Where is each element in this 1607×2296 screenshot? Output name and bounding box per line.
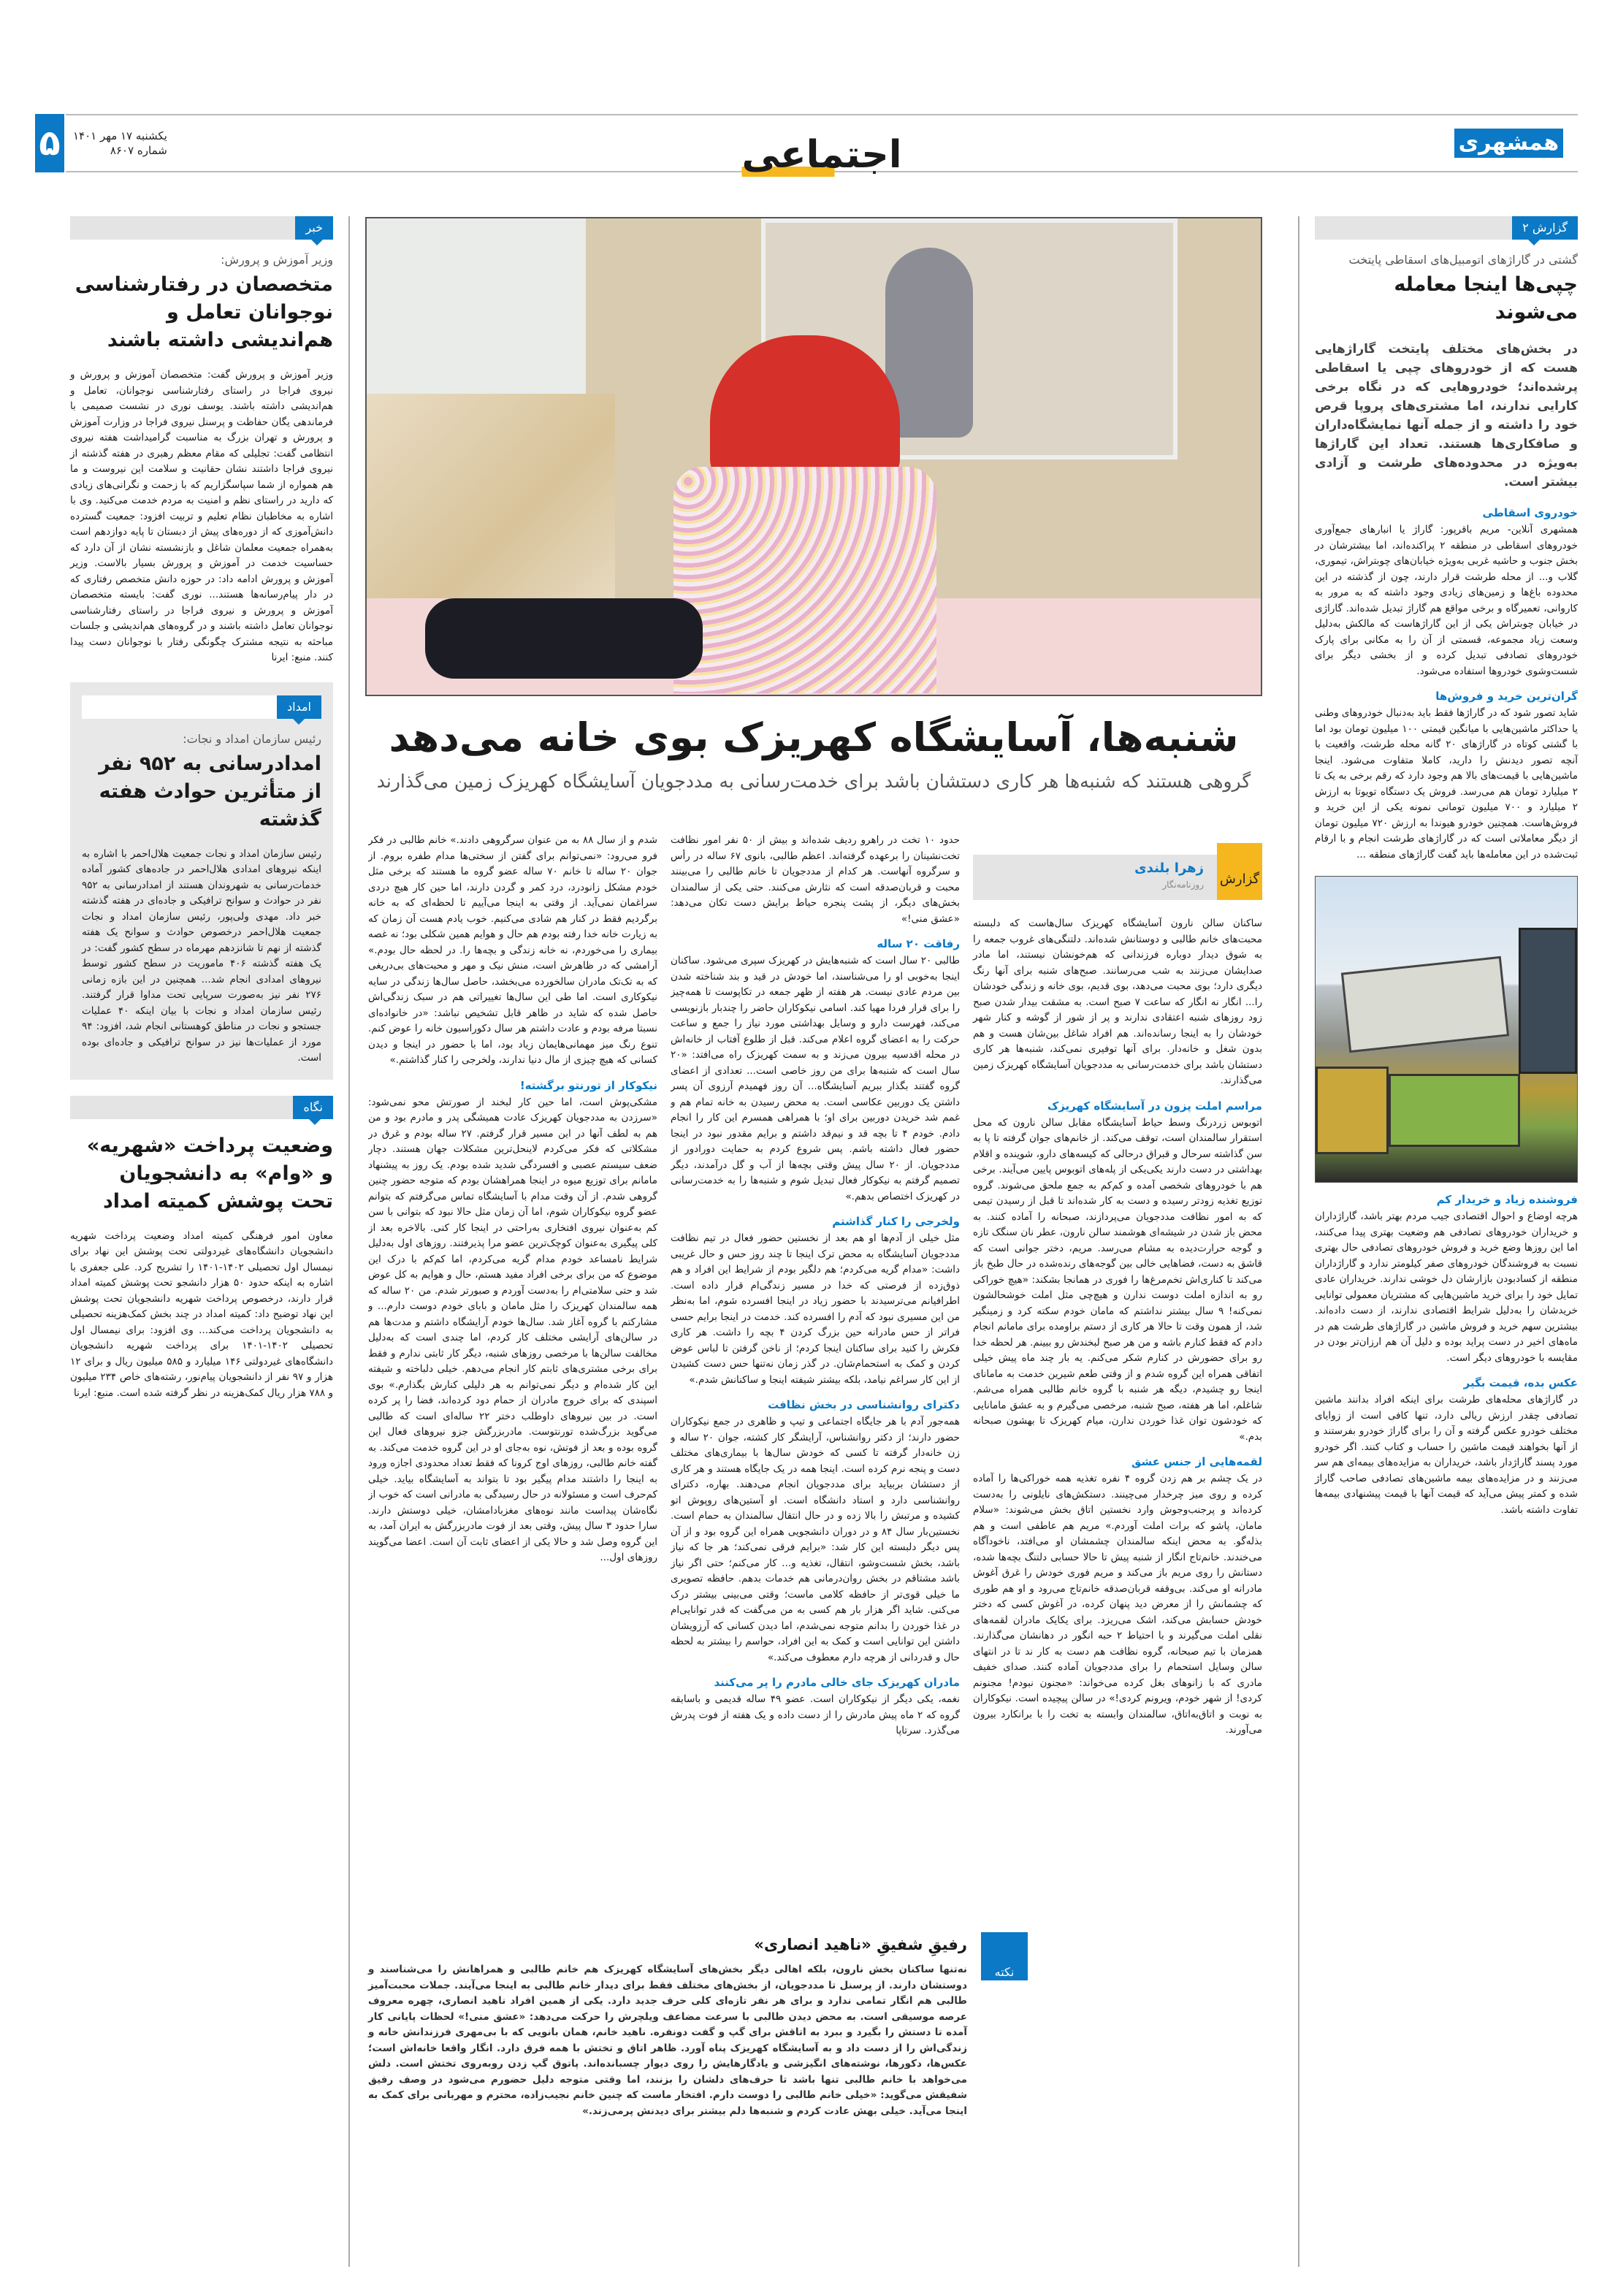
- headline[interactable]: وضعیت پرداخت «شهریه» و «وام» به دانشجویان تحت پوشش کمیته امداد: [86, 1134, 333, 1213]
- issue-number: شماره ۸۶۰۷: [110, 144, 167, 157]
- note-text: نه‌تنها ساکنان بخش نارون، بلکه اهالی دیگر بخش‌های آسایشگاه کهریزک هم خانم طالبی و همراهانش را می‌شناسند و دوستشان دارند. از پرسنل تا مددجویان، از بخش‌های مختلف فقط برای دیدار خانم طالبی به اینجا می‌آیند. جملات محبت‌آمیز طالبی هم انگار تمامی ندارد و برای هر نفر تازه‌ای کلی حرف جدید دارد. یکی از همین افراد ناهید انصاری، چهره معروف عرصه موسیقی است. به محض دیدن طالبی با سرعت مضاعف ویلچرش را حرکت می‌دهد: «عشق منی!» لحظات پایانی کار آمده تا دستش را بگیرد و ببرد به اتاقش برای گپ و گفت دونفره. ناهید خانم، همان بانویی که با بی‌مهری فرزندانش خانه و زندگی‌اش را از دست داد و به آسایشگاه کهریزک پناه آورد. ظاهر اتاق و تختش با همه فرق دارد. انگار واقعا خانه‌اش است؛ عکس‌ها، دکورها، نوشته‌های انگیزشی و یادگارهایش را روی دیوار چسبانده‌اند. پاتوق گپ زدن روبه‌روی تختش است. دلش می‌خواهد با خانم طالبی تنها باشد تا حرف‌های دلشان را بزنند، اما وقتی متوجه دلیل حضورم می‌شود در وصف رفیق شفیقش می‌گوید: «خیلی خانم طالبی را دوست دارم. افتخار ماست که چنین خانم نجیب‌زاده، محترم و مهربانی برای کمک به اینجا می‌آید. خیلی بهش عادت کردم و شنبه‌ها دلم بیشتر برای دیدنش پرمی‌زند.»: [368, 1964, 967, 2117]
- newspaper-logo[interactable]: همشهری: [1454, 129, 1563, 158]
- byline: [973, 855, 1262, 900]
- body-text: شدم و از سال ۸۸ به من عنوان سرگروهی دادند.» خانم طالبی در فکر فرو می‌رود: «نمی‌توانم برای گفتن از سختی‌ها مدام طفره بروم. از جوان ۲۰ ساله تا خانم ۷۰ ساله عضو گروه ما هستند که برخی مثل خودم مشکل زانودرد، درد کمر و گردن دارند، اما حین کار هیچ دردی سراغمان نمی‌آید. از وقتی به اینجا می‌آییم تا لحظه‌ای که به خانه برگردیم فقط در کنار هم شادی می‌کنیم. خوب یادم هست آن زمان که به زیارت خانه خدا رفته بودم هم حال و هوایم همین شکلی بود؛ نه غصه بیماری را می‌خوردم، نه خانه زندگی و بچه‌ها را. در لحظه حال بودم.» آرامشی که در ظاهرش است، منش نیک و مهر و محبت‌های بی‌دریغی که به تک‌تک مادران سالخورده می‌بخشد، حاصل سال‌ها زندگی در سایه نیکوکاری است. اما طی این سال‌ها تغییراتی هم در سبک زندگی‌اش حاصل شده که شاید در ظاهر قابل تشخیص نباشد: «در خانواده‌ای نسبتا مرفه بودم و عادت داشتم هر سال دکوراسیون خانه را عوض کنم. تنوع رنگ میز مهمانی‌هایمان زیاد بود، اما با حضور در اینجا و دیدن کسانی که هیچ چیزی از مال دنیا ندارند، ولخرجی را کنار گذاشتم.»: [368, 834, 657, 1066]
- left-news-column: [70, 216, 333, 1401]
- relief-news-box: [70, 682, 333, 1080]
- feature-headline[interactable]: شنبه‌ها، آسایشگاه کهریزک بوی خانه می‌دهد: [389, 714, 1239, 760]
- news-tag: خبر: [295, 216, 333, 240]
- body-text: مشکی‌پوش است، اما حین کار لبخند از صورتش محو نمی‌شود: «سرزدن به مددجویان کهریزک عادت همیشگی پدر و مادرم بود و من هم به لطف آنها در این مسیر قرار گرفتم. ۲۷ ساله بودم و غرق در مشکلاتی که فکر می‌کردم لاینحل‌ترین مشکلات جهان هستند. دچار ضعف سیستم عصبی و افسردگی شدید شده بودم. یک روز به پیشنهاد مامانم برای توزیع میوه در اینجا همراهشان بودم که متوجه حضور چنین گروهی شدم. از آن وقت مدام با آسایشگاه تماس می‌گرفتم که بتوانم عضو گروه نیکوکاران شوم، اما آن زمان مثل حالا نبود که بتوانی با سن کم به‌عنوان نیروی افتخاری به‌راحتی در اینجا کار کنی. بالاخره بعد از کلی پیگیری به‌عنوان کوچک‌ترین عضو مرا پذیرفتند. روزهای اول به‌دلیل شرایط نامساعد خودم مدام گریه می‌کردم، اما کم‌کم با درک این موضوع که من برای برخی افراد مفید هستم، حال و هوایم به کل عوض شد و حتی سلامتی‌ام را به‌دست آوردم و صبورتر شدم. من ۲۰ ساله که همه سالمندان کهریزک را مثل مامان و بابای خودم دوست دارم... و مشارکتم با گروه آغاز شد. سال‌ها خودم آرایشگاه داشتم و مدت‌ها هم در سالن‌های آرایشی مختلف کار کردم، اما چندی است که به‌دلیل مخالفت سالن‌ها با مرخصی روزهای شنبه، دیگر کار ثابتی ندارم و فقط برای برخی مشتری‌های ثابتم کار انجام می‌دهم. خیلی دلباخته و شیفته این کار شده‌ام و دیگر نمی‌توانم به هر دلیلی کنارش بگذارم.» بوی اسپندی که برای خروج مادران از حمام دود کرده‌اند، فضا را پر کرده است. در بین نیروهای داوطلب دختر ۲۲ ساله‌ای است که طالبی می‌گوید بزرگ‌شده تورنتوست. مادربزرگش جزو نیروهای فعال این گروه بوده و بعد از فوتش، نوه به‌جای او در این گروه خدمت می‌کند. به گفته خانم طالبی، روزهای اوج کرونا که فقط تعداد محدودی اجازه ورود به اینجا را داشتند مدام پیگیر بود تا بتواند به آسایشگاه بیاید. خیلی کم‌حرف است و مسئولانه در حال رسیدگی به مادرانی است که خوب از نگاه‌شان پیداست مانند نوه‌های مغزبادامشان، خیلی دوستش دارند. سارا حدود ۳ سال پیش، وقتی بعد از فوت مادربزرگش به ایران آمد، به این گروه وصل شد و حالا یکی از اعضای ثابت آن است. اعضا می‌گویند روزهای اول...: [368, 1096, 657, 1563]
- body-text: در یک چشم بر هم زدن گروه ۴ نفره تغذیه همه خوراکی‌ها را آماده کرده و روی میز چرخدار می‌چینند. دستکش‌های نایلونی را به‌دست کرده‌اند و پرجنب‌وجوش وارد نخستین اتاق بخش می‌شوند: «سلام مامان، پاشو که برات املت آوردم.» مریم هم عاطفی است و هم بذله‌گو. به محض اینکه سالمندان چشمشان او می‌افتد، ناخودآگاه می‌خندند. خانم‌تاج انگار از شنبه پیش تا حالا حسابی دلتنگ بچه‌ها شده، دستانش را روی مریم باز می‌کند و مریم فوری خودش را غرق آغوش مادرانه او می‌کند. بی‌وقفه قربان‌صدقه خانم‌تاج می‌رود و او هم طوری که چشمانش را از معرض دید پنهان کرده، در آغوش کسی که دختر خودش حسابش می‌کند، اشک می‌ریزد. برای یکایک مادران لقمه‌های نقلی املت می‌گیرند و با احتیاط ۲ حبه انگور در دهانشان می‌گذارند. همزمان با تیم صبحانه، گروه نظافت هم دست به کار ند تا در انتهای سالن وسایل استحمام را برای مددجویان آماده کنند. صدای خفیف مادری که با زانوهای بغل کرده می‌خواند: «مجنون نبودم! مجنونم کردی! از شهر خودم، ویرونم کردی!» در سالن پیچیده است. نیکوکاران به نوبت و اتاق‌به‌اتاق، سالمندان وابسته به تخت را با برانکارد بیرون می‌آورند.: [973, 1473, 1262, 1736]
- body-text: در گاراژهای محله‌های طرشت برای اینکه افراد بدانند ماشین تصادفی چقدر ارزش ریالی دارد، تنها کافی است از زوایای مختلف خودرو عکس گرفته و آن را برای گاراژ خودرو بفرستند و از آنها بخواهند قیمت ماشین را حساب و کتاب کنند. اگر خودرو مورد پسند گاراژدار باشد، خریداران به مزایده‌های بیمه‌ای هم سر می‌زنند و در مزایده‌های بیمه ماشین‌های تصادفی صاحب گاراژ شده و کمتر پیش می‌آید که قیمت آنها با قیمت پیشنهادی بیمه‌ها تفاوت داشته باشد.: [1315, 1394, 1578, 1516]
- subhead: مادران کهریزک جای خالی مادرم را پر می‌کنند: [714, 1676, 960, 1689]
- headline[interactable]: متخصصان در رفتارشناسی نوجوانان تعامل و هم‌اندیشی داشته باشند: [75, 273, 333, 351]
- report-tag: گزارش ۲: [1512, 216, 1578, 240]
- subhead: دکترای روانشناسی در بخش نظافت: [768, 1398, 960, 1411]
- kicker: رئیس سازمان امداد و نجات:: [183, 731, 321, 746]
- subhead: رفاقت ۲۰ ساله: [877, 937, 960, 950]
- body-text: هرچه اوضاع و احوال اقتصادی جیب مردم بهتر باشد، گاراژداران و خریداران خودروهای تصادفی هم وضعیت بهتری پیدا می‌کنند، اما این روزها وضع خرید و فروش خودروهای تصادفی حال بهتری نسبت به فروشندگان خودروهای صفر کیلومتر ندارد و گاراژداران منطقه از کسادبودن بازارشان دل خوشی ندارند. خریداران عادی تمایل خود را برای خرید ماشین‌هایی که مشتریان معمولی توانایی خریدشان را به‌دلیل شرایط اقتصادی ندارند، از دست داده‌اند. بیشترین سهم خرید و فروش ماشین در گاراژهای طرشت هم در ماه‌های اخیر در دست پراید بوده و دلیل آن هم ارزان‌تر بودن در مقایسه با خودروهای دیگر است.: [1315, 1210, 1578, 1364]
- section-title-text: اجتماعی: [741, 133, 902, 177]
- subhead: گران‌ترین خرید و فروش‌ها: [1435, 690, 1578, 703]
- issue-date: یکشنبه ۱۷ مهر ۱۴۰۱: [73, 129, 167, 142]
- subhead: ولخرجی را کنار گذاشتم: [832, 1215, 960, 1228]
- kicker: گشتی در گاراژهای اتومبیل‌های اسقاطی پایتخت: [1348, 253, 1578, 267]
- column-divider: [1298, 216, 1299, 2267]
- headline[interactable]: چپی‌ها اینجا معامله می‌شوند: [1394, 273, 1578, 324]
- feature-subheadline: گروهی هستند که شنبه‌ها هر کاری دستشان باشد برای خدمت‌رسانی به مددجویان آسایشگاه کهریزک زمین می‌گذارند: [376, 771, 1251, 792]
- car-junkyard-report: [1315, 216, 1578, 1518]
- junkyard-photo: [1315, 876, 1578, 1183]
- tag-bar: [82, 695, 321, 719]
- body-text: ساکنان سالن نارون آسایشگاه کهریزک سال‌هاست که دلبسته محبت‌های خانم طالبی و دوستانش شده‌اند. دلتنگی‌های غروب جمعه را به شوق دیدار دوباره فرزندانی که هم‌خونشان نیستند، اما مادر صدایشان می‌زنند به شب می‌رسانند. صبح‌های شنبه برای آنها رنگ دیگری دارد؛ بوی محبت می‌دهد، بوی قدیم، بوی خانه و زندگی خودشان را... انگار نه انگار که ساعت ۷ صبح است. به مشقت بیدار شدن صبح زود روزهای شنبه اعتقادی ندارند و پر از شور از گوشه و کنار شهر خودشان را به اینجا رسانده‌اند. هم افراد شاغل بین‌شان هست و هم بدون شغل و خانه‌دار. برای آنها توفیری نمی‌کند، شنبه‌ها هر کاری دستشان باشد برای خدمت‌رسانی به مددجویان آسایشگاه کهریزک زمین می‌گذارند.: [973, 918, 1262, 1086]
- tag-bar: [70, 216, 333, 240]
- body-text: رئیس سازمان امداد و نجات جمعیت هلال‌احمر با اشاره به اینکه نیروهای امدادی هلال‌احمر در جاده‌های کشور آماده خدمات‌رسانی به شهروندان هستند از امدادرسانی به ۹۵۲ نفر در حوادث و سوانح ترافیکی و جاده‌ای در هفته گذشته خبر داد. مهدی ولی‌پور، رئیس سازمان امداد و نجات جمعیت هلال‌احمر درخصوص حوادث و سوانح یک هفته گذشته از نهم تا شانزدهم مهرماه در سطح کشور گفت: در یک هفته گذشته ۴۰۶ ماموریت در سطح کشور توسط نیروهای امدادی انجام شد... همچنین در این بازه زمانی ۲۷۶ نفر نیز به‌صورت سرپایی تحت مداوا قرار گرفتند. رئیس سازمان امداد و نجات با بیان اینکه ۴۰ عملیات جستجو و نجات در مناطق کوهستانی انجام شد، افزود: ۹۴ مورد از عملیات‌ها نیز در سوانح ترافیکی و جاده‌ای بوده است.: [82, 847, 321, 1064]
- dark-trousers: [425, 598, 703, 679]
- author-role: روزنامه‌نگار: [1162, 880, 1204, 890]
- body-text: همشهری آنلاین- مریم باقرپور: گاراژ یا انبارهای جمع‌آوری خودروهای اسقاطی در منطقه ۲ پراکنده‌اند، اما بیشترشان در بخش جنوب و حاشیه غربی به‌ویژه خیابان‌های چوبتراش، تیموری، گلاب و... از محله طرشت قرار دارند، چون از گذشته در این محدوده باغ‌ها و زمین‌های زیادی وجود داشته که به مرور به کاروانی، تعمیرگاه و برخی مواقع هم گاراژ تبدیل شده‌اند. گاراژی در خیابان چوبتراش یکی از این گاراژهاست که مالکش به‌دلیل وسعت زیاد مجموعه، قسمتی از آن را به مکانی برای پارک خودروهای تصادفی تبدیل کرده و از بخشی دیگر برای شست‌وشوی خودروها استفاده می‌شود.: [1315, 524, 1578, 677]
- section-title: [741, 133, 901, 177]
- subhead: خودروی اسقاطی: [1482, 506, 1578, 519]
- relief-tag: امداد: [277, 695, 321, 719]
- subhead: نیکوکار از تورنتو برگشته!: [519, 1078, 657, 1092]
- floral-dress: [673, 467, 936, 693]
- body-text: همه‌جور آدم با هر جایگاه اجتماعی و تیپ و ظاهری در جمع نیکوکاران حضور دارند؛ از دکتر روانشناس، آرایشگر کار کشته، جوان ۲۰ ساله و زن خانه‌دار گرفته تا کسی که خودش سال‌ها با بیماری‌های مختلف دست و پنجه نرم کرده است. اینجا همه در یک جایگاه هستند و هر کاری از دستشان بربیاید برای مددجویان انجام می‌دهند. بهاره، دکترای روانشناسی دارد و استاد دانشگاه است. او آستین‌های روپوش اتو کشیده و مرتبش را بالا زده و در حال انتقال سالمندان به حمام است. نخستین‌بار سال ۸۴ و در دوران دانشجویی همراه این گروه بود و از آن پس دیگر دلبسته این کار شد: «برایم فرقی نمی‌کند؛ هر جا که نیاز باشد، بخش شست‌وشو، انتقال، تغذیه و... کار می‌کنم؛ حتی اگر نیاز باشد مشتاقم در بخش روان‌درمانی هم خدمات بدهم. حافظه تصویری ما خیلی قوی‌تر از حافظه کلامی ماست؛ وقتی می‌بینی بیشتر درک می‌کنی. شاید اگر هزار بار هم کسی به من می‌گفت که قدر توانایی‌ام در غذا خوردن را بدانم متوجه نمی‌شدم، اما دیدن کسانی که آرزویشان داشتن این توانایی است و کمک به این افراد، حواسم را بیشتر به لحظه حال و قدردانی از هرچه دارم معطوف می‌کند.»: [671, 1416, 960, 1663]
- column-divider: [348, 216, 350, 2267]
- car-shape: [1316, 1067, 1389, 1154]
- car-shape: [1389, 1074, 1520, 1147]
- date-issue: [73, 129, 167, 158]
- education-news: [70, 216, 333, 666]
- kicker: وزیر آموزش و پرورش:: [221, 253, 333, 267]
- note-title[interactable]: رفیقِ شفیقِ «ناهید انصاری»: [754, 1936, 967, 1953]
- lead: در بخش‌های مختلف پایتخت گاراژهایی هست که از خودروهای چپی یا اسقاطی پرشده‌اند؛ خودروهایی که در نگاه برخی کارایی ندارند، اما مشتری‌های پروپا قرص خود را داشته و از جمله آنها نمایشگاه‌داران و صافکاری‌ها هستند. تعداد این گاراژها به‌ویژه در محدوده‌های طرشت و آزادی بیشتر است.: [1315, 342, 1578, 489]
- subhead: عکس بده، قیمت بگیر: [1463, 1376, 1578, 1389]
- body-text: اتوبوس زردرنگ وسط حیاط آسایشگاه مقابل سالن نارون که محل استقرار سالمندان است، توقف می‌کند. از خانم‌های جوان گرفته تا پا به سن گذاشته سرحال و قبراق درحالی که کیسه‌های دارو، شوینده و اقلام بهداشتی در دست دارند یکی‌یکی از پله‌های اتوبوس پایین می‌آیند. برخی هم با خودروهای شخصی آمده و کم‌کم به جمع ملحق می‌شوند. گروه توزیع تغذیه زودتر رسیده و دست به کار شده‌اند تا قبل از رسیدن تیمی که به امور نظافت مددجویان می‌پردازند، صبحانه را آماده کنند. به محض باز شدن در شیشه‌ای هوشمند سالن نارون، عطر نان سنگک تازه و گوجه حرارت‌دیده به مشام می‌رسد. مریم، دختر جوانی است که قاشق به دست، فضاهایی خالی بین گوجه‌های رنده‌شده در حال طبخ باز می‌کند تا کناری‌اش تخم‌مرغ‌ها را فوری در همانجا بشکند: «هیچ خوراکی رو به اندازه املت دوست ندارن و هیچ‌چی مثل املت خوشحالشون نمی‌کنه! ۹ سال بیشتر نداشتم که مامان خودم سکته کرد و زمینگیر شد، از همون وقت تا حالا هر کاری از دستم براومده برای مامانم انجام دادم که فقط کنارم باشه و من هر صبح لبخندش رو ببینم. هر لحظه خدا رو برای حضورش در کنارم شکر می‌کنم. یه بار چند ماه پیش خیلی اتفاقی همراه این گروه شدم و از وقتی طعم شیرین خدمت به ماماناى اینجا رو چشیدم، دیگه هر شنبه با گروه خانم طالبی همراه می‌شم. شاغلم، اما هر هفته، صبح شنبه، مرخصی می‌گیرم و به عشق مامانایی که خودشون توان غذا خوردن ندارن، میام کهریزک تا بهشون صبحانه بدم.»: [973, 1116, 1262, 1443]
- masthead: [39, 114, 1578, 177]
- subhead: لقمه‌هایی از جنس عشق: [1131, 1455, 1262, 1468]
- feature-column-1: [973, 833, 1262, 1739]
- body-text: نغمه، یکی دیگر از نیکوکاران است. عضو ۴۹ ساله قدیمی و باسابقه گروه که ۲ ماه پیش مادرش را از دست داده و یک هفته از فوت پدرش می‌گذرد. سرتاپا: [671, 1693, 960, 1736]
- car-shape: [1519, 928, 1577, 1074]
- note-box: [368, 1936, 967, 2119]
- tag-bar: [70, 1096, 333, 1119]
- tuition-news: [70, 1096, 333, 1402]
- feature-column-3: [368, 833, 657, 1914]
- feature-photo: [365, 217, 1262, 696]
- view-tag: نگاه: [293, 1096, 333, 1119]
- window-shape: [367, 218, 586, 394]
- body-text: وزیر آموزش و پرورش گفت: متخصصان آموزش و پرورش و نیروی فراجا در راستای رفتارشناسی نوجوانان، تعامل و هم‌اندیشی داشته باشند. یوسف نوری در نشست صمیمی با فرماندهی یگان حفاظت و پرسنل نیروی فراجا در وزارت آموزش و پرورش و تهران بزرگ به مناسبت گرامیداشت هفته نیروی انتظامی گفت: تجلیلی که مقام معظم رهبری در هفته گذشته از نیروی فراجا داشتند نشان حقانیت و سلامت این نیروست و ما هم همواره از شما سپاسگزاریم که با زحمت و نگرانی‌های زیادی که دارید در راستای نظم و امنیت به مردم خدمت می‌کنید. وی با اشاره به مخاطبان نظام تعلیم و تربیت افزود: جمعیت گسترده دانش‌آموزی که از دوره‌های پیش از دبستان تا پایه دوازدهم است به‌همراه جمعیت معلمان شاغل و بازنشسته نشان از آن دارد که حساسیت خدمت در آموزش و پرورش بسیار بالاست. وزیر آموزش و پرورش ادامه داد: در حوزه دانش متخصص رفتاری که در دار پیام‌رسانه‌ها هستند... نوری گفت: بایسته متخصصان آموزش و پرورش و نیروی فراجا در راستای رفتارشناسی نوجوانان تعامل داشته باشند و در گروه‌های هم‌اندیشی و جلسات مباحثه به نتیجه مشترک چگونگی رفتار با نوجوانان دست پیدا کنند. منبع: ایرنا: [70, 369, 333, 663]
- car-shape: [1341, 956, 1509, 1053]
- author-name[interactable]: زهرا بلندی: [1134, 861, 1204, 876]
- body-text: شاید تصور شود که در گاراژها فقط باید به‌دنبال خودروهای وطنی یا حداکثر ماشین‌هایی با میانگین قیمتی ۱۰۰ میلیون تومان بود اما با گشتی کوتاه در گاراژهای ۲۰ گانه محله طرشت، واقعیت با آنچه تصور دیدنش را دارید، کاملا متفاوت می‌شود. اینجا ماشین‌هایی با قیمت‌های بالا هم وجود دارد که رقم برخی به یک تا ۲ میلیارد تومان هم می‌رسد. فروش یک دستگاه تویوتا به ارزش ۲ میلیارد و ۷۰۰ میلیون تومانی نمونه یکی از این خرید و فروش‌هاست. همچنین خودرو هیوندا به ارزش ۷۲۰ میلیون تومان از دیگر معاملاتی است که در گاراژهای طرشت انجام و با ارقام ثبت‌شده در این معامله‌ها باید گفت گاراژهای منطقه ...: [1315, 707, 1579, 861]
- body-text: معاون امور فرهنگی کمیته امداد وضعیت پرداخت شهریه دانشجویان دانشگاه‌های غیردولتی تحت پوشش این نهاد برای نیمسال اول تحصیلی ۱۴۰۲-۱۴۰۱ را تشریح کرد. علی جعفری با اشاره به اینکه حدود ۵۰ هزار دانشجو تحت پوشش کمیته امداد قرار دارند، درخصوص پرداخت شهریه دانشجویان تحت پوشش این نهاد توضیح داد: کمیته امداد در چند بخش کمک‌هزینه تحصیلی به دانشجویان پرداخت می‌کند... وی افزود: برای نیمسال اول تحصیلی ۱۴۰۲-۱۴۰۱ برای پرداخت شهریه دانشجویان دانشگاه‌های غیردولتی ۱۴۶ میلیارد و ۵۸۵ میلیون ریال و برای ۱۲ هزار و ۹۷ نفر از دانشجویان پیام‌نور، رشته‌های خاص ۲۳۴ میلیون و ۷۸۸ هزار ریال کمک‌هزینه در نظر گرفته شده است. منبع: ایرنا: [70, 1229, 334, 1399]
- body-text: حدود ۱۰ تخت در راهرو ردیف شده‌اند و بیش از ۵۰ نفر امور نظافت تخت‌نشینان را برعهده گرفته‌اند. اعظم طالبی، بانوی ۶۷ ساله در رأس و سرگروه آنهاست. هر کدام از مددجویان تا خانم طالبی را می‌بینند محبت و قربان‌صدقه است که نثارش می‌کنند. حتی یکی از سالمندان بخش‌های دیگر، از پشت پنجره حیاط برایش دست تکان می‌دهد: «عشق منی!»: [671, 834, 960, 925]
- page-number: ۵: [35, 114, 64, 172]
- report-kind: گزارش: [1217, 843, 1262, 900]
- note-tag: نکته: [981, 1932, 1028, 1980]
- subhead: مراسم املت پزون در آسایشگاه کهریزک: [1047, 1099, 1262, 1113]
- tag-bar: [1315, 216, 1578, 240]
- feature-column-2: [671, 833, 960, 1914]
- body-text: طالبی ۲۰ سال است که شنبه‌هایش در کهریزک سپری می‌شود. ساکنان اینجا به‌خوبی او را می‌شناسند، اما خودش در قید و بند شناخته شدن بین مردم عادی نیست. هر هفته از ظهر جمعه در تکاپوست تا همه‌چیز را برای قرار فردا مهیا کند. اسامی نیکوکاران حاضر را چندبار بازنویسی می‌کند، فهرست دارو و وسایل بهداشتی مورد نیاز را جمع و ساعت حرکت را به اعضای گروه اعلام می‌کند. قبل از طلوع آفتاب از خانه‌اش در محله اقدسیه بیرون می‌زند و به سمت کهریزک راه می‌افتد: «۲۰ سال است که شنبه‌ها برای من روز خاصی است... تعدادی از اعضای گروه گفتند بگذار ببریم آسایشگاه... آن روز فهمیدم آرزوی آن پسر داشتن یک دوربین عکاسی است. به محض رسیدن به خانه تمام هم و غمم شد خریدن دوربین برای او؛ با همراهی همسرم این کار را انجام دادم. خودم ۴ تا بچه قد و نیم‌قد داشتم و برایم مقدور نبود در اینجا حضور فعال داشته باشم. پس شروع کردم به حمایت دورادور از مددجویان. از ۲۰ سال پیش وقتی بچه‌ها از آب و گل درآمدند، دیگر تصمیم گرفتم به نیکوکار فعال تبدیل شوم و شنبه‌ها را به خدمت‌رسانی در کهریزک اختصاص بدهم.»: [671, 955, 960, 1202]
- subhead: فروشنده زیاد و خریدار کم: [1436, 1193, 1578, 1206]
- body-text: مثل خیلی از آدم‌ها او هم بعد از نخستین حضور فعال در تیم نظافت مددجویان آسایشگاه به محض ترک اینجا تا چند روز حس و حال غریبی داشت: «مدام گریه می‌کردم؛ هم دلگیر بودم از شرایط این افراد و هم ذوق‌زده از فرصتی که خدا در مسیر زندگی‌ام قرار داده است. اطرافیانم می‌ترسیدند با حضور زیاد در اینجا افسرده شوم، اما به‌نظر من این مسیری نبود که آدم را افسرده کند. خدمت در اینجا برایم حسی فراتر از حس مادرانه حین بزرگ کردن ۴ بچه را داشت. هر کاری فکرش را کنید برای ساکنان اینجا کردم؛ از ناخن گرفتن تا لباس عوض کردن و کمک به استحمام‌شان. در گذر زمان نه‌تنها حس دست کشیدن از این کار سراغم نیامد، بلکه بیشتر شیفته اینجا و ساکنانش شدم.»: [671, 1232, 960, 1386]
- headline[interactable]: امدادرسانی به ۹۵۲ نفر از متأثرین حوادث هفته گذشته: [99, 752, 321, 831]
